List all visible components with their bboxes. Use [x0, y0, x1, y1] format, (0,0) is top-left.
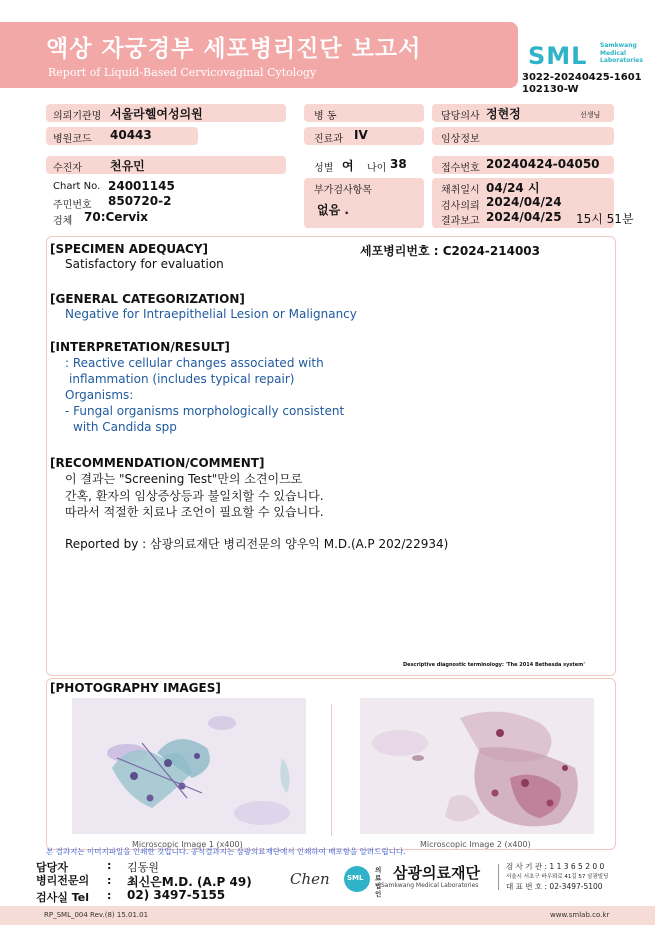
tel-label: 검사실 Tel: [36, 891, 89, 904]
photo-divider: [331, 704, 332, 836]
general-heading: [GENERAL CATEGORIZATION]: [50, 292, 245, 306]
staff-colon: :: [107, 859, 112, 872]
receipt-label: 접수번호: [441, 163, 480, 174]
chart-value: 24001145: [108, 179, 175, 193]
pathologist-value: 최신은M.D. (A.P 49): [127, 875, 252, 889]
result-time: 15시 51분: [576, 212, 634, 226]
terminology-note: Descriptive diagnostic terminology: 'The 2014 Bethesda system': [403, 662, 585, 668]
clinical-label: 임상정보: [441, 134, 480, 145]
collect-label: 채취일시: [441, 185, 480, 196]
sex-value: 여: [342, 159, 354, 173]
doctor-value: 정현정: [486, 107, 521, 121]
interpretation-heading: [INTERPRETATION/RESULT]: [50, 340, 230, 354]
recommendation-heading: [RECOMMENDATION/COMMENT]: [50, 456, 265, 470]
tel-value: 02) 3497-5155: [127, 888, 226, 902]
hospital-code-value: 40443: [110, 128, 152, 142]
interpretation-line-3: Organisms:: [65, 388, 134, 402]
sex-label: 성별: [314, 163, 334, 174]
interpretation-line-5: with Candida spp: [73, 420, 177, 434]
microscopic-image-1: [72, 698, 306, 834]
website: www.smlab.co.kr: [550, 911, 610, 919]
print-notice: 본 결과지는 이미지파일을 인쇄한 것입니다. 공식결과지는 삼광의료재단에서 인쇄하여 배포함을 알려드립니다.: [46, 847, 406, 856]
dept-label: 진료과: [314, 134, 343, 145]
microscopic-image-2: [360, 698, 594, 834]
examinee-value: 천유민: [110, 159, 145, 173]
foundation-prefix: 의료법인: [375, 866, 382, 898]
chart-label: Chart No.: [53, 181, 101, 192]
examinee-label: 수진자: [53, 163, 82, 174]
collect-value: 04/24 시: [486, 181, 540, 195]
doctor-label: 담당의사: [441, 111, 480, 122]
interpretation-line-1: : Reactive cellular changes associated with: [65, 356, 324, 370]
foundation-name-en: Samkwang Medical Laboratories: [381, 882, 479, 889]
photo-title: [PHOTOGRAPHY IMAGES]: [50, 681, 221, 695]
pathologist-colon: :: [107, 874, 112, 887]
image-2-caption: Microscopic Image 2 (x400): [420, 840, 531, 849]
recommendation-line-1: 이 결과는 "Screening Test"만의 소견이므로: [65, 472, 303, 486]
document-id: 3022-20240425-1601 102130-W: [522, 72, 642, 95]
result-label: 결과보고: [441, 216, 480, 227]
age-value: 38: [390, 157, 407, 171]
receipt-value: 20240424-04050: [486, 157, 600, 171]
signature: Chen: [290, 870, 330, 888]
form-code: RP_SML_004 Rev.(8) 15.01.01: [44, 911, 149, 919]
tel-colon: :: [107, 889, 112, 902]
adequacy-heading: [SPECIMEN ADEQUACY]: [50, 242, 209, 256]
foundation-info: 검 사 기 관 : 1 1 3 6 5 2 0 0 서울시 서초구 바우뫼로 41길 57 삼광빌딩 대 표 번 호 : 02-3497-5100: [506, 862, 609, 891]
additional-label: 부가검사항목: [314, 185, 372, 196]
hospital-code-label: 병원코드: [53, 134, 92, 145]
cytology-number: 세포병리번호 : C2024-214003: [360, 244, 540, 258]
reported-by: Reported by : 삼광의료재단 병리전문의 양우익 M.D.(A.P 202/22934): [65, 537, 449, 551]
general-text: Negative for Intraepithelial Lesion or Malignancy: [65, 307, 357, 321]
pathologist-label: 병리전문의: [36, 874, 90, 887]
staff-label: 담당자: [36, 861, 68, 874]
request-label: 검사의뢰: [441, 201, 480, 212]
adequacy-text: Satisfactory for evaluation: [65, 257, 224, 271]
institution-value: 서울라헬여성의원: [110, 107, 203, 121]
specimen-label: 검체: [53, 216, 73, 227]
age-label: 나이: [367, 163, 387, 174]
request-value: 2024/04/24: [486, 195, 562, 209]
foundation-logo-icon: SML: [344, 866, 370, 892]
staff-value: 김동원: [127, 861, 159, 874]
interpretation-line-4: - Fungal organisms morphologically consistent: [65, 404, 345, 418]
resident-value: 850720-2: [108, 194, 172, 208]
footer-divider: [498, 864, 499, 890]
resident-label: 주민번호: [53, 200, 92, 211]
recommendation-line-3: 따라서 적절한 치료나 조언이 필요할 수 있습니다.: [65, 505, 324, 519]
sml-logo-sub: Samkwang Medical Laboratories: [600, 42, 643, 64]
doctor-suffix: 선생님: [580, 111, 601, 119]
sml-logo: SML: [528, 42, 588, 70]
report-subtitle: Report of Liquid-Based Cervicovaginal Cytology: [48, 66, 317, 79]
recommendation-line-2: 간혹, 환자의 임상증상등과 불일치할 수 있습니다.: [65, 489, 324, 503]
strip-examinee: [46, 156, 286, 174]
result-value: 2024/04/25: [486, 210, 562, 224]
dept-value: IV: [354, 128, 368, 142]
report-title: 액상 자궁경부 세포병리진단 보고서: [46, 36, 422, 62]
interpretation-line-2: inflammation (includes typical repair): [69, 372, 295, 386]
ward-label: 병 동: [314, 111, 337, 122]
specimen-value: 70:Cervix: [84, 210, 149, 224]
additional-value: 없음 .: [317, 203, 349, 217]
foundation-name: 삼광의료재단: [393, 864, 480, 882]
institution-label: 의뢰기관명: [53, 111, 102, 122]
image-1-caption: Microscopic Image 1 (x400): [132, 840, 243, 849]
